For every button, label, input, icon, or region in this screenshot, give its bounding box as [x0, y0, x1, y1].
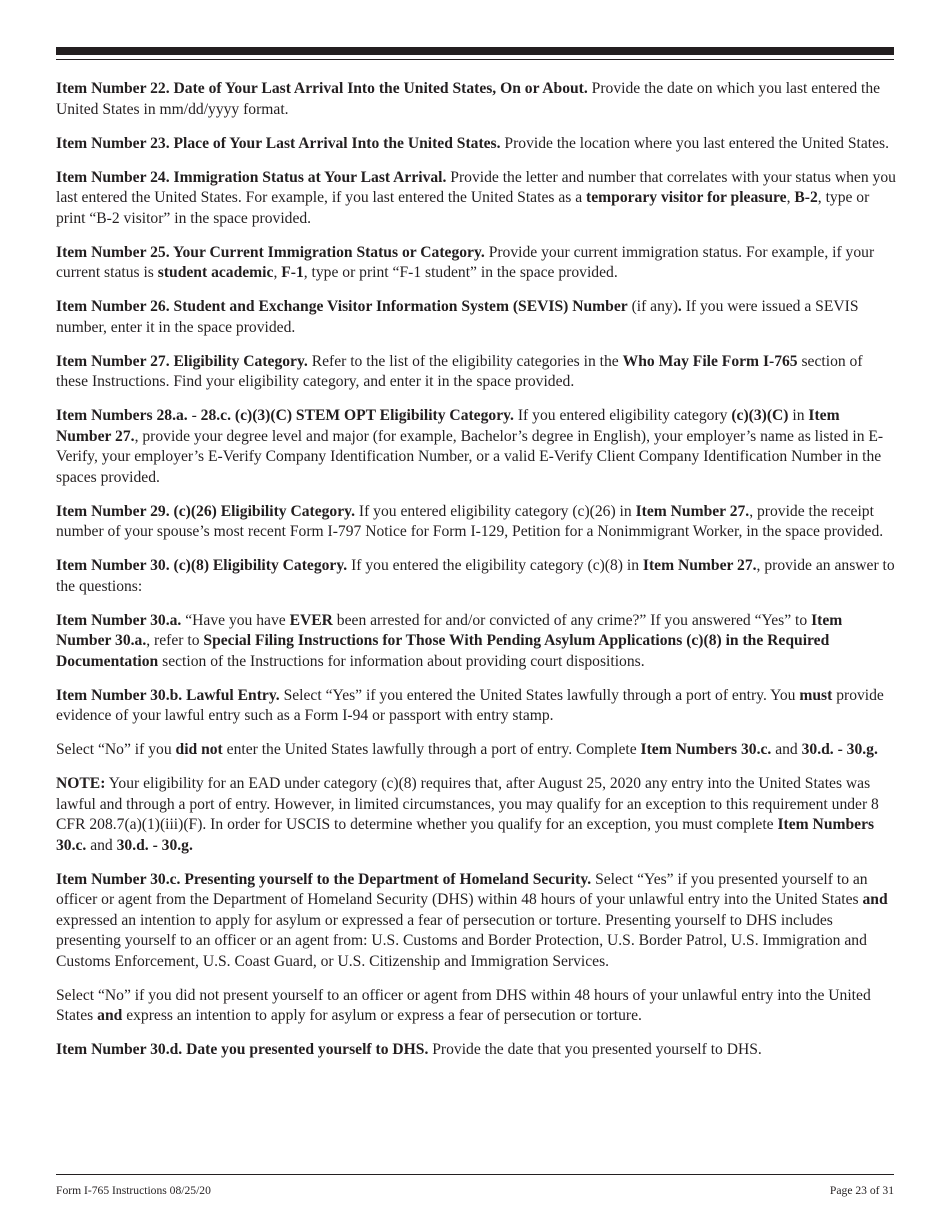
bold-run: F-1 [281, 264, 304, 281]
bold-run: Item Number 24. Immigration Status at Your Last Arrival. [56, 168, 447, 186]
text-run: , provide your degree level and major (for example, Bachelor’s degree in English), your employer’s name as listed in E-Verify, your employer’s E-Verify Company Identification Number, or a valid E-Verify Client Company Identification Number in the spaces provided. [56, 427, 884, 486]
text-run: Provide the date on which you last entered the United States in mm/dd/yyyy format. [56, 80, 881, 118]
bold-run: NOTE: [56, 775, 106, 792]
bold-run: and [97, 1007, 123, 1024]
text-run: Your eligibility for an EAD under category (c)(8) requires that, after August 25, 2020 any entry into the United States was lawful and through a port of entry. However, in limited circumstances, you may qualify for an exception to this requirement under 8 CFR 208.7(a)(1)(iii)(F). In order for USCIS to determine whether you qualify for an exception, you must complete [56, 775, 879, 833]
text-run: If you entered eligibility category [513, 407, 732, 424]
bold-run: 30.d. - 30.g. [116, 836, 193, 854]
text-run: (if any) [627, 298, 678, 315]
bold-run: Item Number 29. (c)(26) Eligibility Category. [56, 502, 355, 520]
text-run: provide evidence of your lawful entry such as a Form I-94 or passport with entry stamp. [56, 686, 884, 724]
header-thick-rule [56, 47, 894, 55]
bold-run: and [862, 891, 888, 908]
text-run: been arrested for and/or convicted of any crime?” If you answered “Yes” to [332, 611, 812, 629]
text-run: Select “Yes” if you entered the United States lawfully through a port of entry. You [279, 686, 800, 704]
select-no-dhs-paragraph [56, 986, 896, 1027]
text-run: express an intention to apply for asylum or express a fear of persecution or torture. [122, 1007, 642, 1024]
text-run: in [788, 407, 809, 424]
text-run: , [786, 189, 795, 206]
bold-run: 30.d. - 30.g. [801, 741, 878, 758]
item-27-paragraph [56, 352, 896, 393]
text-run: , refer to [146, 632, 204, 649]
text-run: Refer to the list of the eligibility categories in the [307, 352, 623, 370]
bold-run: Item Number 22. Date of Your Last Arrival Into the United States, On or About. [56, 80, 588, 97]
text-run: Select “Yes” if you presented yourself to an officer or agent from the Department of Homeland Security (DHS) within 48 hours of your unlawful entry into the United States [56, 870, 868, 908]
page-footer [56, 1184, 894, 1197]
bold-run: temporary visitor for pleasure [586, 189, 787, 206]
bold-run: Item Number 30.b. Lawful Entry. [56, 686, 280, 704]
item-25-paragraph [56, 243, 896, 284]
bold-run: Item Number 27. [642, 557, 757, 574]
text-run: , provide an answer to the questions: [56, 557, 895, 595]
item-22-paragraph [56, 79, 896, 120]
item-26-paragraph [56, 297, 896, 338]
text-run: , type or print “B-2 visitor” in the space provided. [56, 189, 870, 227]
bold-run: did not [175, 741, 223, 758]
text-run: , provide the receipt number of your spouse’s most recent Form I-797 Notice for Form I-129, Petition for a Nonimmigrant Worker, in the space provided. [56, 502, 884, 540]
item-29-paragraph [56, 502, 896, 543]
item-30b-paragraph [56, 686, 896, 727]
bold-run: Item Number 26. Student and Exchange Visitor Information System (SEVIS) Number [56, 298, 628, 315]
text-run: , [273, 264, 282, 281]
bold-run: Item Number 30.a. [56, 611, 843, 649]
bold-run: B-2 [794, 189, 818, 206]
bold-run: Item Number 23. Place of Your Last Arrival Into the United States. [56, 134, 501, 152]
bold-run: (c)(3)(C) [731, 407, 789, 424]
text-run: - [187, 407, 201, 424]
bold-run: Item Numbers 28.a. [56, 407, 188, 424]
item-28-paragraph [56, 406, 896, 488]
text-run: , type or print “F-1 student” in the space provided. [303, 264, 618, 281]
bold-run: Item Number 30.a. [56, 611, 182, 629]
bold-run: Item Number 27. [56, 407, 840, 445]
item-23-paragraph [56, 134, 896, 155]
text-run: enter the United States lawfully through a port of entry. Complete [222, 741, 641, 758]
text-run: and [86, 836, 117, 854]
text-run: If you were issued a SEVIS number, enter it in the space provided. [56, 298, 859, 336]
text-run: Provide the date that you presented yourself to DHS. [428, 1041, 762, 1058]
bold-run: Item Numbers 30.c. [56, 816, 875, 854]
item-24-paragraph [56, 168, 896, 230]
text-run: Select “No” if you did not present yourself to an officer or agent from DHS within 48 hours of your unlawful entry into the United States [56, 986, 871, 1024]
bold-run: EVER [289, 611, 333, 629]
text-run: section of the Instructions for information about providing court dispositions. [158, 652, 645, 670]
bold-run: Item Number 27. [635, 502, 750, 520]
footer-form-id: Form I-765 Instructions 08/25/20 [56, 1184, 211, 1197]
bold-run: Item Number 30. (c)(8) Eligibility Category. [56, 557, 348, 574]
select-no-lawful-paragraph [56, 740, 896, 761]
bold-run: must [799, 686, 833, 704]
item-30a-paragraph [56, 611, 896, 673]
bold-run: student academic [157, 264, 274, 281]
instructions-body [56, 79, 896, 1074]
bold-run: Who May File Form I-765 [622, 352, 798, 370]
footer-page-number: Page 23 of 31 [829, 1184, 894, 1197]
text-run: and [771, 741, 802, 758]
text-run: Provide the letter and number that correlates with your status when you last entered the United States. For example, if you last entered the United States as a [56, 168, 896, 206]
bold-run: Item Number 30.c. Presenting yourself to the Department of Homeland Security. [56, 870, 592, 888]
text-run: section of these Instructions. Find your eligibility category, and enter it in the space provided. [56, 352, 863, 390]
text-run: expressed an intention to apply for asylum or expressed a fear of persecution or torture. Presenting yourself to DHS includes presenting yourself to an officer or an agent from: U.S. Customs and Border Protection, U.S. Border Patrol, U.S. Immigration and Customs Enforcement, U.S. Coast Guard, or U.S. Citizenship and Immigration Services. [56, 911, 867, 970]
bold-run: Item Numbers 30.c. [640, 741, 772, 758]
text-run: If you entered the eligibility category (c)(8) in [347, 557, 643, 574]
bold-run: Item Number 25. Your Current Immigration Status or Category. [56, 243, 485, 261]
bold-run: . [677, 298, 682, 315]
text-run: Provide the location where you last entered the United States. [500, 134, 889, 152]
item-30c-paragraph [56, 870, 896, 973]
bold-run: Special Filing Instructions for Those With Pending Asylum Applications (c)(8) in the Required Documentation [56, 632, 830, 670]
bold-run: 28.c. (c)(3)(C) STEM OPT Eligibility Category. [200, 407, 514, 424]
header-thin-rule [56, 59, 894, 60]
note-paragraph [56, 774, 896, 856]
item-30d-paragraph [56, 1040, 896, 1061]
text-run: Provide your current immigration status. For example, if your current status is [56, 243, 875, 281]
text-run: “Have you have [181, 611, 290, 629]
bold-run: Item Number 27. Eligibility Category. [56, 352, 308, 370]
item-30-paragraph [56, 556, 896, 597]
text-run: If you entered eligibility category (c)(26) in [354, 502, 636, 520]
footer-rule [56, 1174, 894, 1175]
bold-run: Item Number 30.d. Date you presented yourself to DHS. [56, 1041, 429, 1058]
text-run: Select “No” if you [56, 741, 176, 758]
